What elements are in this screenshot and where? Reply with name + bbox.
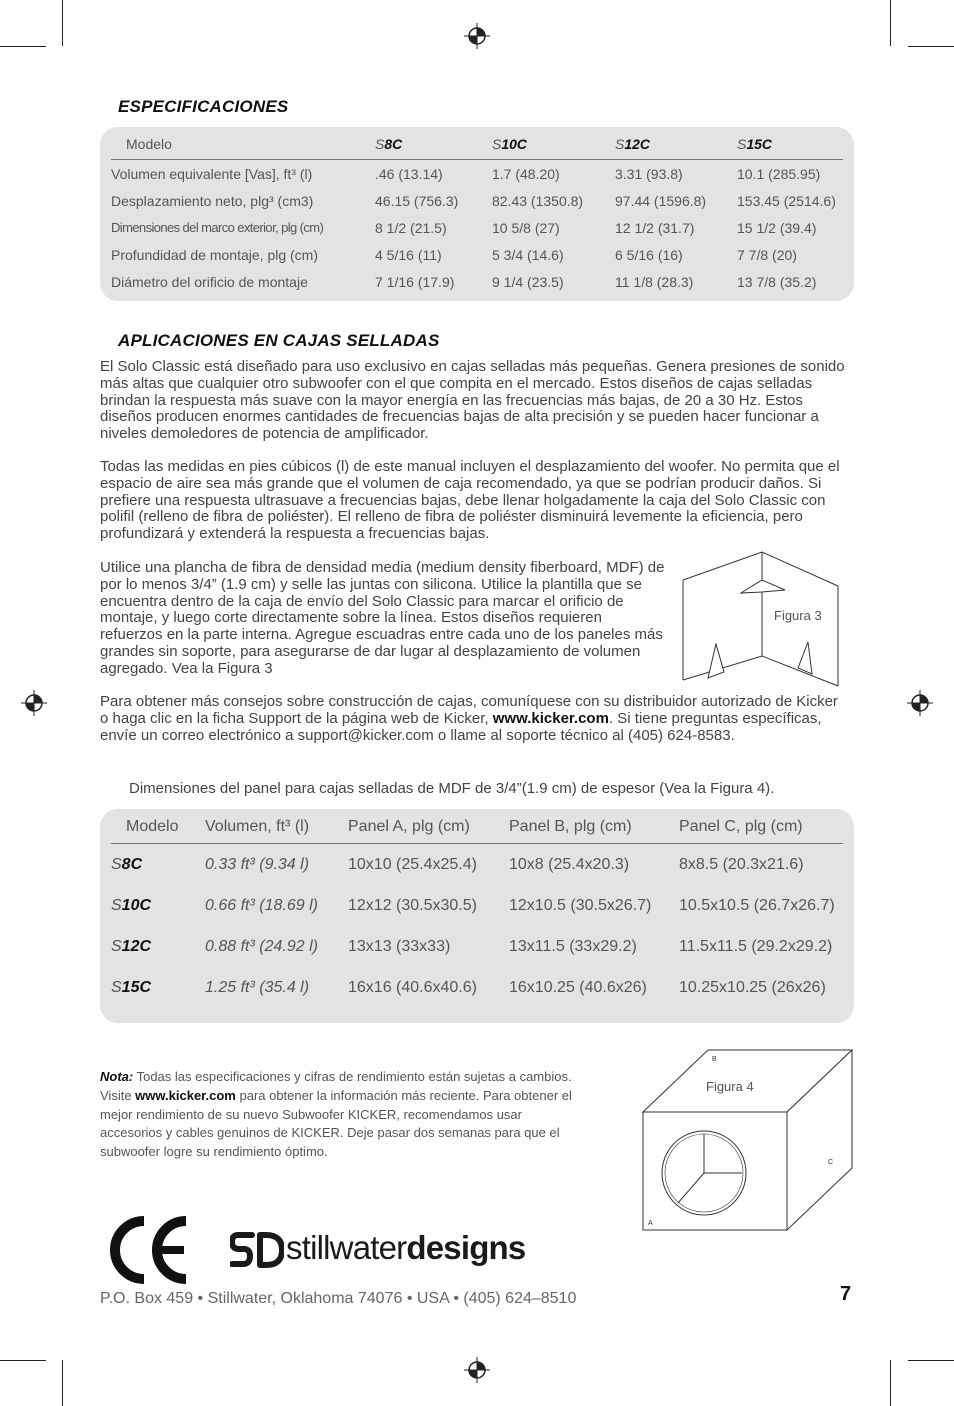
crop-mark [0, 46, 46, 47]
spec-value: 97.44 (1596.8) [615, 192, 707, 209]
panel-a-cell: 12x12 (30.5x30.5) [348, 896, 477, 914]
spec-label: Diámetro del orificio de montaje [111, 273, 308, 290]
model-prefix: S [737, 136, 747, 152]
spec-value: 6 5/16 (16) [615, 246, 683, 263]
model-number: 8C [384, 136, 403, 152]
column-header: Panel B, plg (cm) [509, 811, 679, 844]
specs-heading: ESPECIFICACIONES [118, 97, 289, 116]
table-row [111, 844, 843, 886]
note-paragraph [100, 1068, 582, 1162]
model-number: 15C [121, 978, 152, 996]
panel-a-cell: 10x10 (25.4x25.4) [348, 855, 477, 873]
registration-mark-icon [20, 689, 48, 717]
spec-value: 10.1 (285.95) [737, 165, 821, 182]
model-prefix: S [375, 136, 385, 152]
panel-a-cell: 16x16 (40.6x40.6) [348, 978, 477, 996]
model-cell [111, 885, 205, 926]
note-label: Nota: [100, 1069, 134, 1084]
figure-3-caption: Figura 3 [774, 608, 822, 623]
panel-c-cell: 8x8.5 (20.3x21.6) [679, 855, 804, 873]
crop-mark [890, 0, 891, 46]
model-cell [111, 844, 205, 886]
volume-cell: 1.25 ft³ (35.4 l) [205, 978, 310, 996]
column-header: Panel A, plg (cm) [348, 811, 509, 844]
panel-header-row [111, 811, 843, 844]
specs-model-col [375, 129, 492, 160]
spec-label: Dimensiones del marco exterior, plg (cm) [111, 220, 324, 235]
figure-4-diagram [640, 1040, 854, 1234]
registration-mark-icon [463, 1356, 491, 1384]
spec-label: Profundidad de montaje, plg (cm) [111, 246, 318, 263]
column-header: Modelo [111, 811, 205, 844]
volume-cell: 0.66 ft³ (18.69 l) [205, 896, 318, 914]
spec-value: 15 1/2 (39.4) [737, 219, 817, 236]
model-number: 12C [121, 937, 152, 955]
model-prefix: S [111, 978, 122, 996]
panel-c-label: C [828, 1159, 834, 1166]
specs-model-col [737, 129, 843, 160]
footer-address: P.O. Box 459 • Stillwater, Oklahoma 74076 • USA • (405) 624–8510 [100, 1290, 577, 1307]
spec-value: 13 7/8 (35.2) [737, 273, 817, 290]
table-row [111, 885, 843, 926]
spec-value: 153.45 (2514.6) [737, 192, 836, 209]
figure-4-caption: Figura 4 [706, 1079, 754, 1094]
spec-value: 11 1/8 (28.3) [615, 273, 694, 290]
table-row [111, 268, 843, 295]
crop-mark [908, 1360, 954, 1361]
spec-value: 9 1/4 (23.5) [492, 273, 564, 290]
spec-value: 7 7/8 (20) [737, 246, 797, 263]
brand-bold: designs [406, 1229, 526, 1266]
model-number: 15C [746, 136, 773, 152]
panel-table-caption: Dimensiones del panel para cajas selladas de MDF de 3/4”(1.9 cm) de espesor (Vea la Figura 4). [129, 780, 775, 797]
kicker-link[interactable]: www.kicker.com [135, 1087, 236, 1103]
sealed-paragraph-3: Utilice una plancha de fibra de densidad media (medium density fiberboard, MDF) de por lo menos 3/4” (1.9 cm) y selle las juntas con silicona. Utilice la plantilla que se encuentra dentro de la caja de envío del Solo Classic para marcar el orificio de montaje, y luego corte directamente sobre la línea. Estos diseños requieren refuerzos en la parte interna. Agregue escuadras entre cada uno de los paneles más grandes sin soporte, para asegurarse de dar lugar al desplazamiento de volumen agregado. Vea la Figura 3 [100, 559, 665, 677]
sealed-heading: APLICACIONES EN CAJAS SELLADAS [118, 331, 440, 350]
model-prefix: S [111, 937, 122, 955]
registration-mark-icon [906, 689, 934, 717]
panel-b-label: B [712, 1056, 717, 1063]
spec-value: .46 (13.14) [375, 165, 443, 182]
volume-cell: 0.88 ft³ (24.92 l) [205, 937, 318, 955]
ce-mark-icon [110, 1215, 192, 1285]
column-header: Panel C, plg (cm) [679, 811, 843, 844]
spec-value: 8 1/2 (21.5) [375, 219, 447, 236]
brand-light: stillwater [286, 1229, 407, 1266]
panel-b-cell: 16x10.25 (40.6x26) [509, 978, 647, 996]
spec-value: 7 1/16 (17.9) [375, 273, 455, 290]
table-row [111, 160, 843, 188]
sealed-paragraph-2: Todas las medidas en pies cúbicos (l) de este manual incluyen el desplazamiento del woofer. No permita que el espacio de aire sea más grande que el volumen de caja recomendado, ya que se podrían producir daños. Si prefiere una respuesta ultrasuave a frecuencias bajas, debe llenar holgadamente la caja del Solo Classic con polifil (relleno de fibra de poliéster). El relleno de fibra de poliéster disminuirá levemente la eficiencia, pero profundizará y extenderá la respuesta a frecuencias bajas. [100, 458, 840, 543]
model-cell [111, 967, 205, 1008]
crop-mark [0, 1360, 46, 1361]
crop-mark [62, 1360, 63, 1406]
panel-b-cell: 10x8 (25.4x20.3) [509, 855, 630, 873]
specs-model-col [615, 129, 737, 160]
specs-model-header: Modelo [111, 129, 375, 160]
specs-panel [100, 127, 854, 301]
panel-dimensions-panel [100, 809, 854, 1023]
brand-name [286, 1229, 525, 1267]
crop-mark [62, 0, 63, 46]
model-prefix: S [492, 136, 502, 152]
crop-mark [890, 1360, 891, 1406]
table-row [111, 241, 843, 268]
panel-a-label: A [648, 1220, 653, 1227]
volume-cell: 0.33 ft³ (9.34 l) [205, 855, 310, 873]
model-cell [111, 926, 205, 967]
sealed-paragraph-1: El Solo Classic está diseñado para uso exclusivo en cajas selladas más pequeñas. Genera presiones de sonido más altas que cualquier otro subwoofer con el que compita en el mercado. Estos diseños de cajas selladas brindan la respuesta más suave con la mayor energía en las frecuencias más bajas, de 20 a 30 Hz. Estos diseños producen enormes cantidades de frecuencias bajas de alta precisión y se pueden hacer funcionar a niveles demoledores de potencia de amplificador. [100, 358, 845, 443]
specs-header-row [111, 129, 843, 160]
page-number: 7 [840, 1283, 852, 1305]
spec-value: 12 1/2 (31.7) [615, 219, 695, 236]
stillwater-designs-logo-icon [230, 1231, 284, 1269]
model-number: 12C [624, 136, 651, 152]
table-row [111, 214, 843, 241]
spec-value: 1.7 (48.20) [492, 165, 560, 182]
panel-b-cell: 12x10.5 (30.5x26.7) [509, 896, 652, 914]
spec-label: Volumen equivalente [Vas], ft³ (l) [111, 165, 313, 182]
panel-b-cell: 13x11.5 (33x29.2) [509, 937, 637, 955]
column-header: Volumen, ft³ (l) [205, 811, 348, 844]
note-text: Todas las especificaciones y cifras de rendimiento están sujetas a cambios. Visite [100, 1069, 572, 1103]
panel-c-cell: 10.5x10.5 (26.7x26.7) [679, 896, 835, 914]
kicker-link[interactable]: www.kicker.com [492, 709, 609, 727]
paragraph-text: . Si tiene preguntas específicas, envíe un correo electrónico a support@kicker.com o llame al soporte técnico al (405) 624-8583. [100, 709, 822, 744]
model-prefix: S [111, 896, 122, 914]
spec-value: 3.31 (93.8) [615, 165, 683, 182]
spec-value: 5 3/4 (14.6) [492, 246, 564, 263]
specs-table [111, 129, 843, 295]
model-number: 8C [121, 855, 143, 873]
model-number: 10C [501, 136, 528, 152]
spec-value: 4 5/16 (11) [375, 246, 442, 263]
note-text: para obtener la información más reciente. Para obtener el mejor rendimiento de su nuevo Subwoofer KICKER, recomendamos usar accesorios y cables genuinos de KICKER. Deje pasar dos semanas para que el subwoofer logre su rendimiento óptimo. [100, 1087, 572, 1160]
panel-a-cell: 13x13 (33x33) [348, 937, 451, 955]
panel-c-cell: 10.25x10.25 (26x26) [679, 978, 826, 996]
specs-model-col [492, 129, 615, 160]
crop-mark [908, 46, 954, 47]
spec-value: 46.15 (756.3) [375, 192, 459, 209]
paragraph-text: Para obtener más consejos sobre construcción de cajas, comuníquese con su distribuidor autorizado de Kicker o haga clic en la ficha Support de la página web de Kicker, [100, 693, 838, 727]
spec-value: 82.43 (1350.8) [492, 192, 584, 209]
table-row [111, 926, 843, 967]
sealed-paragraph-4 [100, 694, 850, 744]
model-number: 10C [121, 896, 152, 914]
panel-dimensions-table [111, 811, 843, 1008]
model-prefix: S [615, 136, 625, 152]
panel-c-cell: 11.5x11.5 (29.2x29.2) [679, 937, 833, 955]
model-prefix: S [111, 855, 122, 873]
table-row [111, 967, 843, 1008]
spec-label: Desplazamiento neto, plg³ (cm3) [111, 192, 314, 209]
registration-mark-icon [463, 22, 491, 50]
table-row [111, 187, 843, 214]
spec-value: 10 5/8 (27) [492, 219, 560, 236]
